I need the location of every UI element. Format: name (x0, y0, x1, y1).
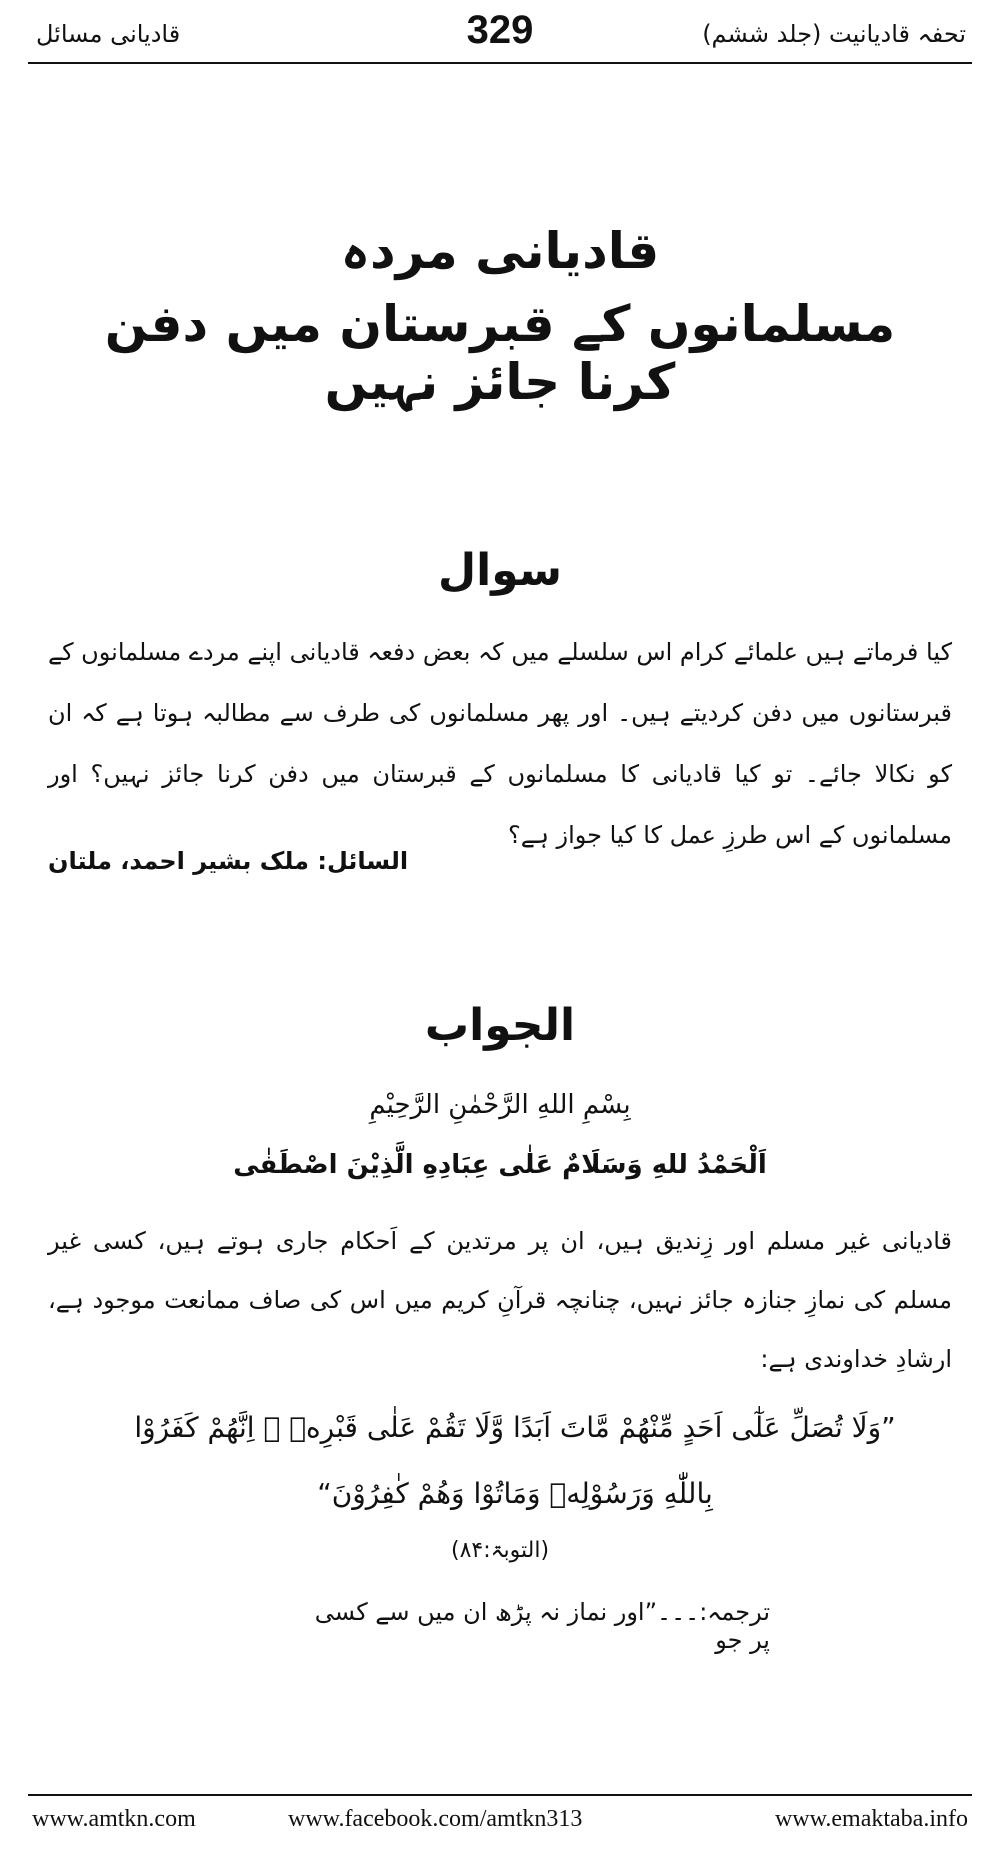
page-footer (32, 1806, 968, 1842)
header-divider (28, 62, 972, 64)
answer-heading: الجواب (424, 1000, 576, 1051)
hamd-line: اَلْحَمْدُ للهِ وَسَلَامٌ عَلٰی عِبَادِهِ الَّذِیْنَ اصْطَفٰی (233, 1150, 767, 1180)
verse-reference: (التوبۃ:۸۴) (450, 1538, 550, 1563)
footer-link-amtkn[interactable]: www.amtkn.com (32, 1806, 196, 1832)
answer-text: قادیانی غیر مسلم اور زِندیق ہیں، ان پر مرتدین کے اَحکام جاری ہوتے ہیں، کسی غیر مسلم کی نمازِ جنازہ جائز نہیں، چنانچہ قرآنِ کریم میں اس کی صاف ممانعت موجود ہے، ارشادِ خداوندی ہے: (48, 1227, 952, 1373)
page-header (28, 8, 972, 58)
footer-link-emaktaba[interactable]: www.emaktaba.info (774, 1806, 968, 1832)
chapter-title-line1: قادیانی مردہ (340, 222, 660, 280)
book-title: تحفہ قادیانیت (جلد ششم) (702, 20, 966, 48)
chapter-title-line2: مسلمانوں کے قبرستان میں دفن کرنا جائز نہیں (104, 295, 896, 411)
quran-verse: ”وَلَا تُصَلِّ عَلٰٓی اَحَدٍ مِّنْهُمْ مَّاتَ اَبَدًا وَّلَا تَقُمْ عَلٰی قَبْرِهٖ ۭ اِنَّهُمْ كَفَرُوْا بِاللّٰهِ وَرَسُوْلِهٖ وَمَاتُوْا وَهُمْ كٰفِرُوْنَ“ (134, 1411, 896, 1510)
footer-divider (28, 1794, 972, 1796)
page-number: 329 (466, 8, 534, 52)
question-heading: سوال (437, 545, 563, 596)
section-title: قادیانی مسائل (36, 20, 181, 48)
question-asker: السائل: ملک بشیر احمد، ملتان (48, 847, 409, 875)
basmala: بِسْمِ اللهِ الرَّحْمٰنِ الرَّحِیْمِ (369, 1090, 631, 1120)
question-text: کیا فرماتے ہیں علمائے کرام اس سلسلے میں کہ بعض دفعہ قادیانی اپنے مردے مسلمانوں کے قبرستانوں میں دفن کردیتے ہیں۔ اور پھر مسلمانوں کی طرف سے مطالبہ ہوتا ہے کہ ان کو نکالا جائے۔ تو کیا قادیانی کا مسلمانوں کے قبرستان میں دفن کرنا جائز نہیں؟ اور مسلمانوں کے اس طرزِ عمل کا کیا جواز ہے؟ (48, 638, 952, 849)
verse-translation: ترجمہ:۔۔۔”اور نماز نہ پڑھ ان میں سے کسی پر جو (314, 1598, 770, 1654)
footer-link-facebook[interactable]: www.facebook.com/amtkn313 (288, 1806, 583, 1832)
